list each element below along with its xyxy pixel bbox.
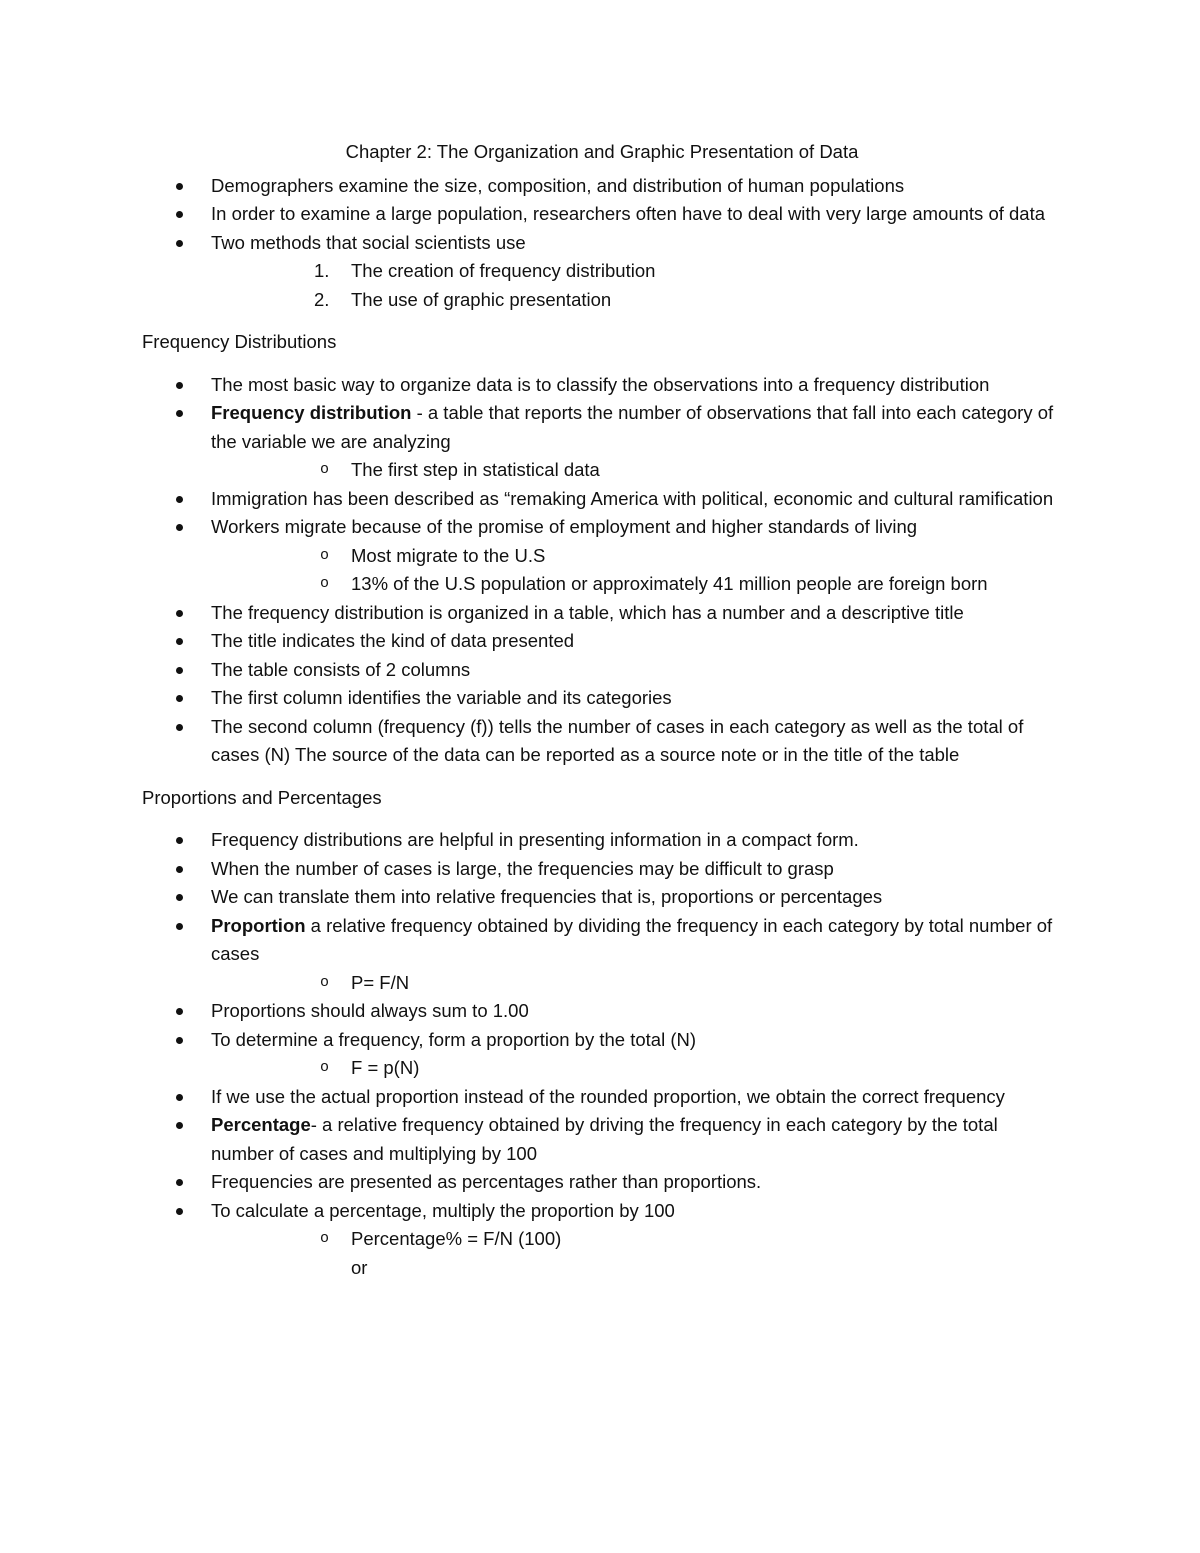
- item-text: The creation of frequency distribution: [351, 260, 656, 281]
- term-proportion: Proportion: [211, 914, 306, 936]
- sub-list-item: o Most migrate to the U.S: [211, 542, 1062, 571]
- formula-item: o P= F/N: [211, 969, 1062, 998]
- formula-item: o F = p(N): [211, 1054, 1062, 1083]
- sub-list: [211, 1225, 1062, 1254]
- list-item: Proportions should always sum to 1.00: [142, 997, 1062, 1026]
- document-title: Chapter 2: The Organization and Graphic Presentation of Data: [345, 141, 859, 162]
- list-item-text: Two methods that social scientists use: [211, 231, 526, 253]
- section-heading-proportions: Proportions and Percentages: [142, 786, 382, 808]
- list-item: The frequency distribution is organized in a table, which has a number and a descriptive title: [142, 599, 1062, 628]
- list-item-text: Workers migrate because of the promise of employment and higher standards of living: [211, 516, 918, 537]
- list-item: [142, 1026, 1062, 1083]
- list-item: [142, 399, 1062, 485]
- list-item: [142, 513, 1062, 599]
- sub-list: [211, 542, 1062, 599]
- frequency-list: [142, 371, 1062, 770]
- list-item: [142, 912, 1062, 998]
- definition-text: - a table that reports the number of observations that fall into each category of the variable we are analyzing: [211, 402, 1054, 452]
- list-item: The most basic way to organize data is to classify the observations into a frequency distribution: [142, 371, 1062, 400]
- term-percentage: Percentage: [211, 1114, 311, 1135]
- sub-list: [211, 456, 1062, 485]
- item-text: The use of graphic presentation: [351, 288, 612, 310]
- list-item: The title indicates the kind of data presented: [142, 627, 1062, 656]
- list-item: Immigration has been described as “remaking America with political, economic and cultural ramification: [142, 485, 1062, 514]
- sub-list: [211, 1054, 1062, 1083]
- sub-list: [211, 969, 1062, 998]
- list-item: [142, 1111, 1062, 1168]
- list-item-text: To calculate a percentage, multiply the proportion by 100: [211, 1199, 675, 1221]
- methods-list: [211, 257, 1062, 314]
- formula-item: o Percentage% = F/N (100): [211, 1225, 1062, 1254]
- list-item: The table consists of 2 columns: [142, 656, 1062, 685]
- definition-text: - a relative frequency obtained by driving the frequency in each category by the total number of cases and multiplying by 100: [211, 1114, 998, 1164]
- list-item: Frequencies are presented as percentages rather than proportions.: [142, 1168, 1062, 1197]
- item-number: 2.: [314, 288, 330, 310]
- continuation-text: or: [351, 1256, 368, 1278]
- list-item: In order to examine a large population, researchers often have to deal with very large amounts of data: [142, 200, 1062, 229]
- list-item: We can translate them into relative frequencies that is, proportions or percentages: [142, 883, 1062, 912]
- numbered-item: [211, 286, 1062, 315]
- sub-list-item: o The first step in statistical data: [211, 456, 1062, 485]
- list-item: When the number of cases is large, the frequencies may be difficult to grasp: [142, 855, 1062, 884]
- list-item: The second column (frequency (f)) tells the number of cases in each category as well as the total of cases (N) The source of the data can be reported as a source note or in the title of the table: [142, 713, 1062, 770]
- section-heading-frequency: Frequency Distributions: [142, 331, 337, 352]
- definition-text: a relative frequency obtained by dividing the frequency in each category by total number of cases: [211, 914, 1053, 964]
- list-item: Demographers examine the size, composition, and distribution of human populations: [142, 172, 1062, 201]
- intro-list: [142, 172, 1062, 315]
- sub-list-item: o 13% of the U.S population or approximately 41 million people are foreign born: [211, 570, 1062, 599]
- proportions-list: [142, 826, 1062, 1282]
- list-item: [142, 229, 1062, 315]
- list-item-text: To determine a frequency, form a proportion by the total (N): [211, 1028, 697, 1050]
- numbered-item: [211, 257, 1062, 286]
- list-item: [142, 1197, 1062, 1283]
- term-frequency-distribution: Frequency distribution: [211, 402, 412, 423]
- list-item: The first column identifies the variable and its categories: [142, 684, 1062, 713]
- list-item: If we use the actual proportion instead of the rounded proportion, we obtain the correct frequency: [142, 1083, 1062, 1112]
- item-number: 1.: [314, 260, 330, 281]
- list-item: Frequency distributions are helpful in presenting information in a compact form.: [142, 826, 1062, 855]
- document-body: [142, 138, 1062, 1282]
